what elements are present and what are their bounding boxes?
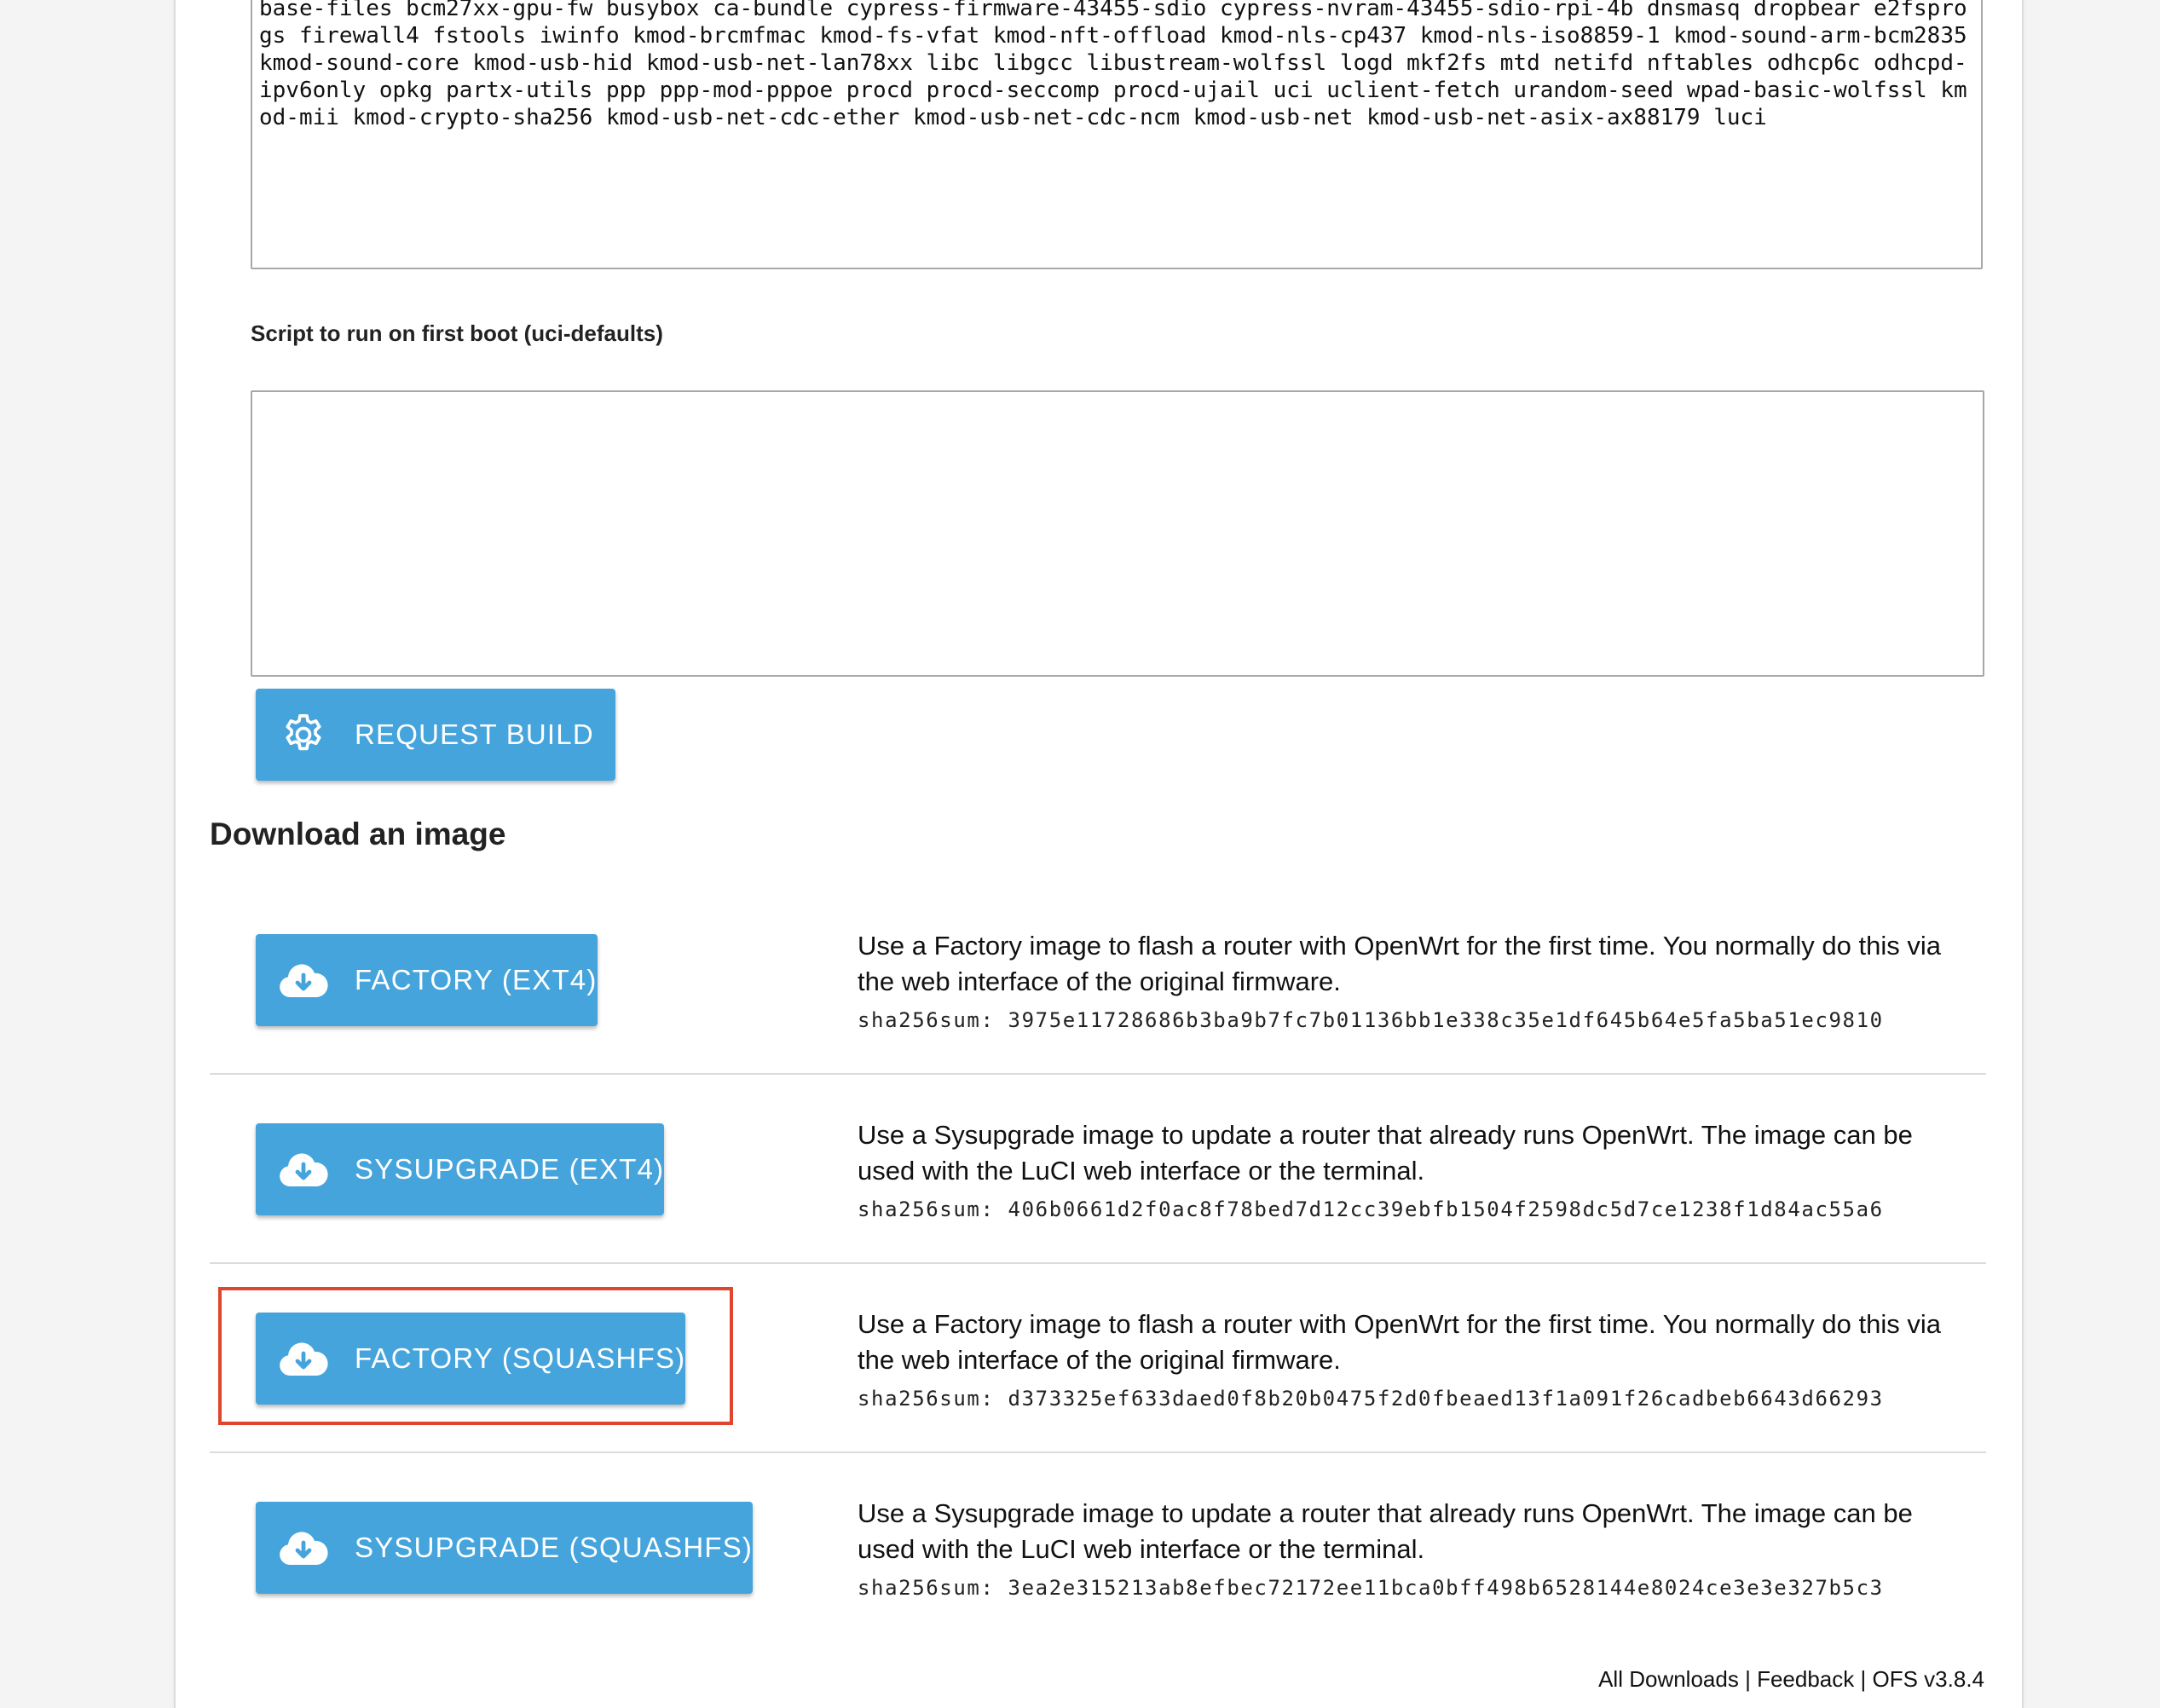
sysupgrade-squashfs-button[interactable] [256,1502,753,1594]
sysupgrade-ext4-button[interactable] [256,1123,664,1215]
sysupgrade-squashfs-sha: sha256sum: 3ea2e315213ab8efbec72172ee11bca0bff498b6528144e8024ce3e3e327b5c3 [858,1576,1884,1600]
row-divider [210,1073,1986,1075]
sysupgrade-squashfs-label: SYSUPGRADE (SQUASHFS) [355,1532,754,1563]
factory-squashfs-label: FACTORY (SQUASHFS) [355,1342,686,1374]
sysupgrade-squashfs-description: Use a Sysupgrade image to update a router that already runs OpenWrt. The image can be used with the LuCI web interface or the terminal. [858,1498,1913,1564]
footer-separator: | [1860,1666,1867,1692]
script-label: Script to run on first boot (uci-defaults) [251,320,663,346]
sysupgrade-ext4-label: SYSUPGRADE (EXT4) [355,1153,665,1185]
factory-squashfs-button[interactable] [256,1313,685,1405]
factory-ext4-sha: sha256sum: 3975e11728686b3ba9b7fc7b01136bb1e338c35e1df645b64e5fa5ba51ec9810 [858,1008,1884,1032]
cloud-download-icon [278,1144,329,1195]
all-downloads-link[interactable]: All Downloads [1598,1666,1739,1692]
sysupgrade-ext4-description: Use a Sysupgrade image to update a router that already runs OpenWrt. The image can be used with the LuCI web interface or the terminal. [858,1120,1913,1186]
gear-icon [278,709,329,760]
download-section-title: Download an image [210,816,506,851]
factory-squashfs-sha: sha256sum: d373325ef633daed0f8b20b0475f2d0fbeaed13f1a091f26cadbeb6643d66293 [858,1387,1884,1411]
footer [1598,1666,1984,1693]
cloud-download-icon [278,1333,329,1384]
feedback-link[interactable]: Feedback [1757,1666,1855,1692]
factory-squashfs-description: Use a Factory image to flash a router with OpenWrt for the first time. You normally do this via the web interface of the original firmware. [858,1309,1941,1375]
factory-ext4-label: FACTORY (EXT4) [355,964,598,995]
cloud-download-icon [278,1522,329,1573]
factory-ext4-button[interactable] [256,934,598,1026]
version-label: OFS v3.8.4 [1872,1666,1984,1692]
request-build-button[interactable] [256,689,615,781]
row-divider [210,1262,1986,1264]
packages-textarea[interactable] [251,0,1983,269]
sysupgrade-ext4-sha: sha256sum: 406b0661d2f0ac8f78bed7d12cc39ebfb1504f2598dc5d7ce1238f1d84ac55a6 [858,1197,1884,1221]
row-divider [210,1451,1986,1453]
factory-ext4-description: Use a Factory image to flash a router with OpenWrt for the first time. You normally do this via the web interface of the original firmware. [858,931,1941,996]
footer-separator: | [1745,1666,1751,1692]
request-build-label: REQUEST BUILD [355,718,594,750]
cloud-download-icon [278,955,329,1006]
uci-defaults-textarea[interactable] [251,390,1984,677]
